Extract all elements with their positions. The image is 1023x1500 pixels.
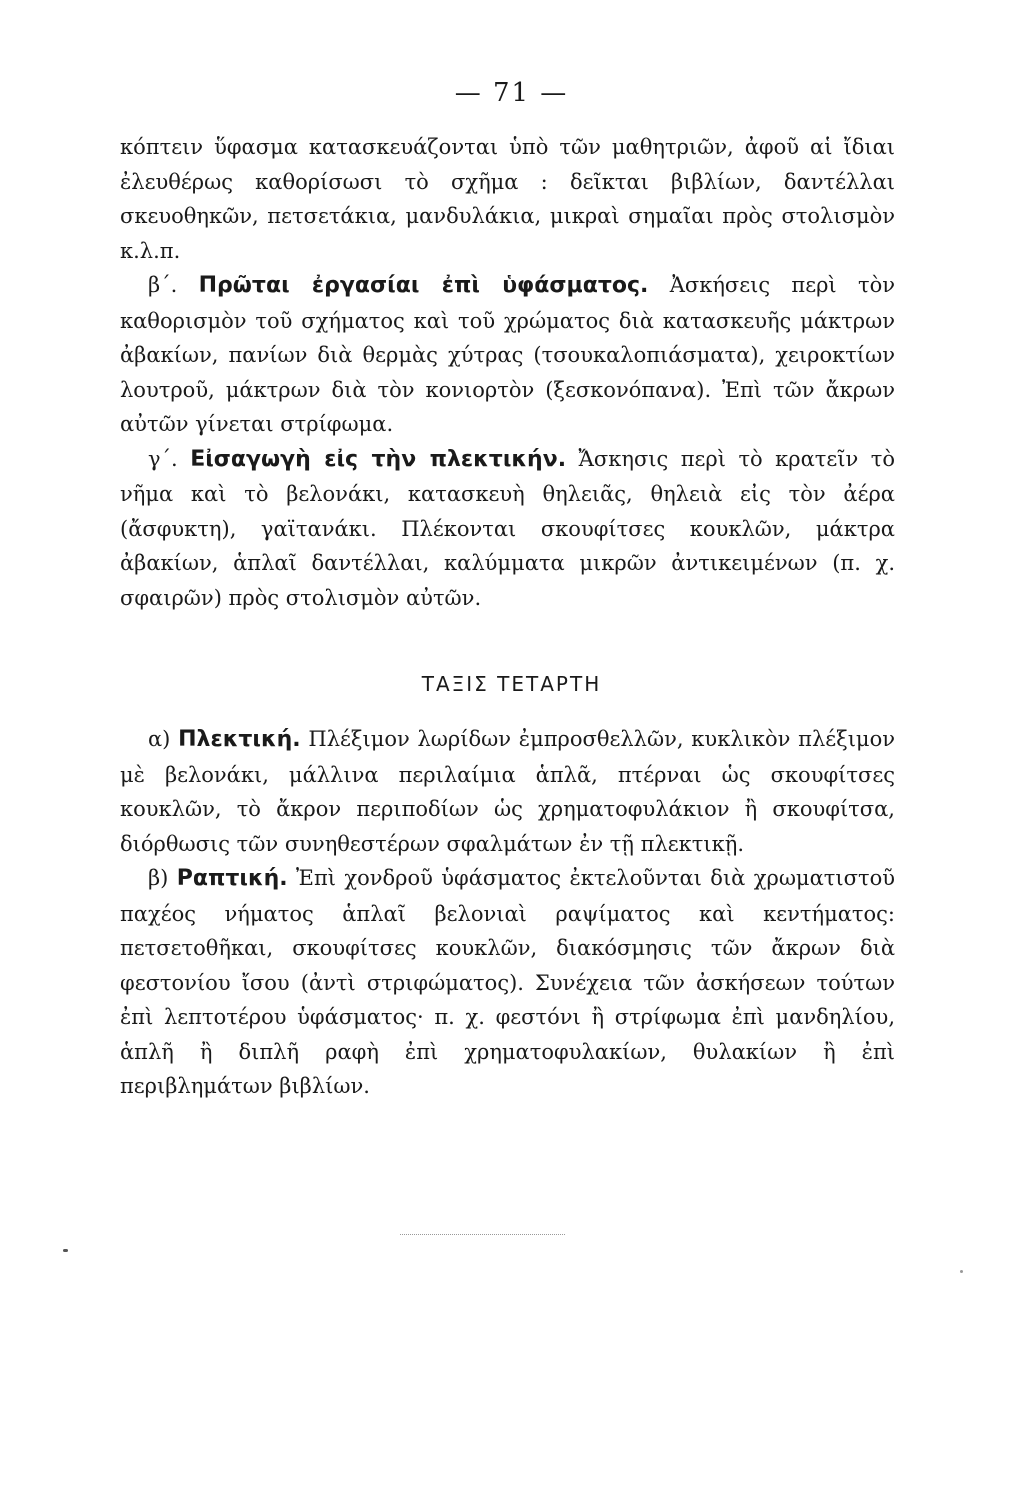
paragraph-c-marker: γ΄.: [148, 446, 178, 471]
text-block-upper: [120, 130, 895, 615]
dotted-divider: [400, 1234, 565, 1235]
paragraph-b2-heading: Ραπτική.: [176, 866, 288, 891]
paragraph-b: [120, 268, 895, 442]
scan-speck: [63, 1249, 68, 1252]
paragraph-continuation: κόπτειν ὕφασμα κατασκευάζονται ὑπὸ τῶν μαθητριῶν, ἀφοῦ αἱ ἴδιαι ἐλευθέρως καθορίσωσι τὸ σχῆμα : δεῖκται βιβλίων, δαντέλλαι σκευοθηκῶν, πετσετάκια, μανδυλάκια, μικραὶ σημαῖαι πρὸς στολισμὸν κ.λ.π.: [120, 135, 895, 263]
paragraph-b-text: Ἀσκήσεις περὶ τὸν καθορισμὸν τοῦ σχήματος καὶ τοῦ χρώματος διὰ κατασκευῆς μάκτρων ἀβακίων, πανίων διὰ θερμὰς χύτρας (τσουκαλοπιάσματα), χειροκτίων λουτροῦ, μάκτρων διὰ τὸν κονιορτὸν (ξεσκονόπανα). Ἐπὶ τῶν ἄκρων αὐτῶν γίνεται στρίφωμα.: [120, 273, 895, 436]
paragraph-b2-text: Ἐπὶ χονδροῦ ὑφάσματος ἐκτελοῦνται διὰ χρωματιστοῦ παχέος νήματος ἁπλαῖ βελονιαὶ ραψίματος καὶ κεντήματος: πετσετοθῆκαι, σκουφίτσες κουκλῶν, διακόσμησις τῶν ἄκρων διὰ φεστονίου ἴσου (ἀντὶ στριφώματος). Συνέχεια τῶν ἀσκήσεων τούτων ἐπὶ λεπτοτέρου ὑφάσματος· π. χ. φεστόνι ἢ στρίφωμα ἐπὶ μανδηλίου, ἁπλῆ ἢ διπλῆ ραφὴ ἐπὶ χρηματοφυλακίων, θυλακίων ἢ ἐπὶ περιβλημάτων βιβλίων.: [120, 866, 895, 1098]
paragraph-b-marker: β΄.: [148, 273, 178, 297]
paragraph-a-knitting: [120, 722, 895, 861]
text-block-lower: [120, 722, 895, 1104]
paragraph-a-text: Πλέξιμον λωρίδων ἐμπροσθελλῶν, κυκλικὸν πλέξιμον μὲ βελονάκι, μάλλινα περιλαίμια ἁπλᾶ, πτέρναι ὡς σκουφίτσες κουκλῶν, τὸ ἄκρον περιποδίων ὡς χρηματοφυλάκιον ἢ σκουφίτσα, διόρθωσις τῶν συνηθεστέρων σφαλμάτων ἐν τῇ πλεκτικῇ.: [120, 727, 895, 856]
paragraph-a-heading: Πλεκτική.: [178, 727, 301, 752]
paragraph-c-text: Ἄσκησις περὶ τὸ κρατεῖν τὸ νῆμα καὶ τὸ βελονάκι, κατασκευὴ θηλειᾶς, θηλειὰ εἰς τὸν ἀέρα (ἄσφυκτη), γαϊτανάκι. Πλέκονται σκουφίτσες κουκλῶν, μάκτρα ἀβακίων, ἁπλαῖ δαντέλλαι, καλύμματα μικρῶν ἀντικειμένων (π. χ. σφαιρῶν) πρὸς στολισμὸν αὐτῶν.: [120, 446, 895, 610]
paragraph-c: [120, 442, 895, 616]
scan-speck: [960, 1270, 963, 1273]
paragraph-b-sewing: [120, 861, 895, 1104]
paragraph-b2-marker: β): [148, 866, 169, 890]
page-number: — 71 —: [454, 78, 569, 108]
paragraph-c-heading: Εἰσαγωγὴ εἰς τὴν πλεκτικήν.: [190, 446, 567, 472]
paragraph-a-marker: α): [148, 727, 171, 751]
paragraph-b-heading: Πρῶται ἐργασίαι ἐπὶ ὑφάσματος.: [198, 273, 649, 298]
section-title: ΤΑΞΙΣ ΤΕΤΑΡΤΗ: [421, 672, 602, 696]
